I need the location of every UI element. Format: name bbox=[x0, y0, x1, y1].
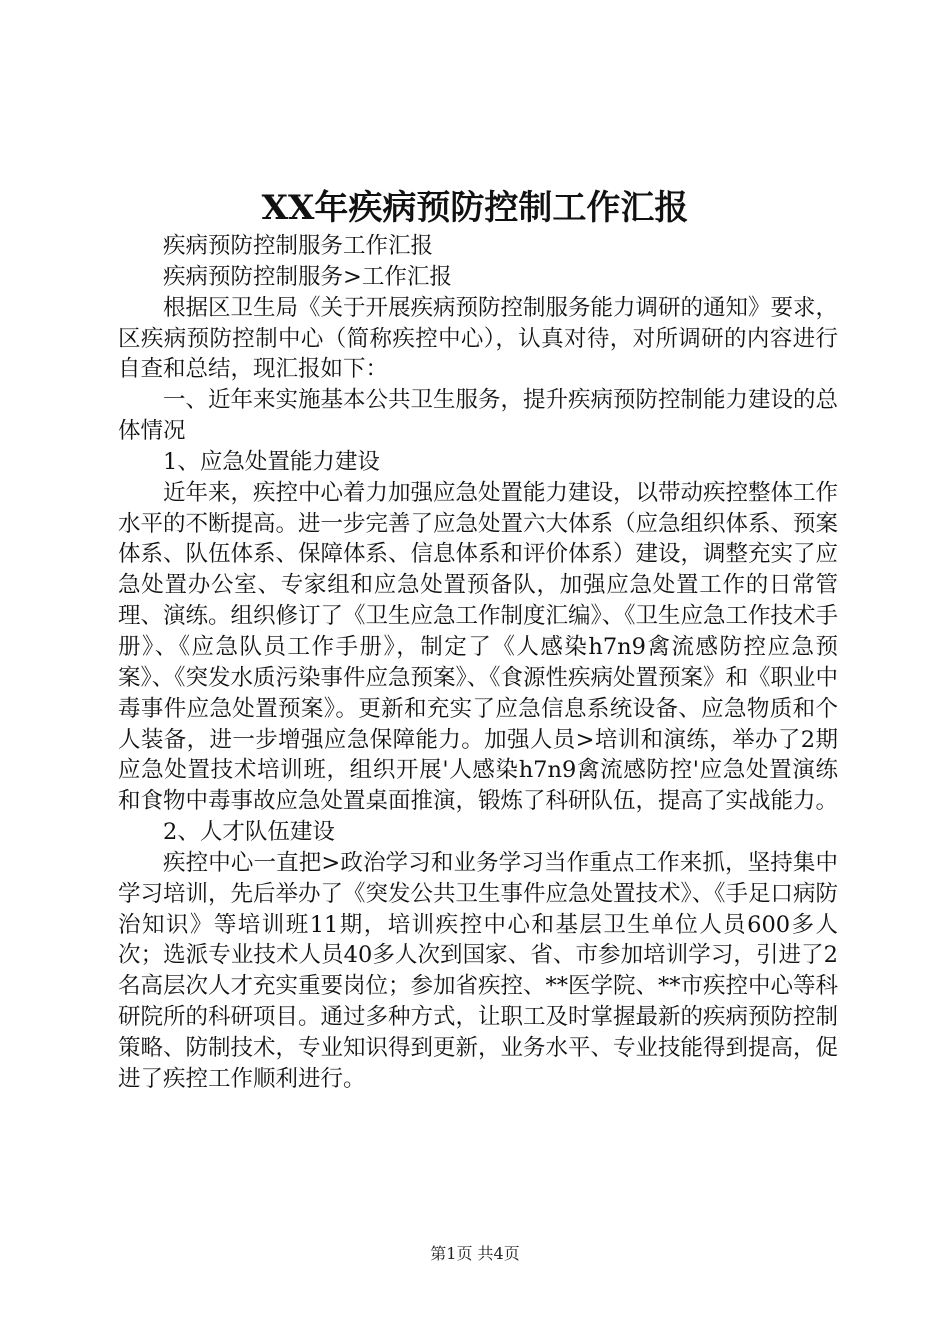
subsection-heading-2: 2、人才队伍建设 bbox=[163, 819, 335, 846]
paragraph-intro: 根据区卫生局《关于开展疾病预防控制服务能力调研的通知》要求，区疾病预防控制中心（简称疾控中心），认真对待，对所调研的内容进行自查和总结，现汇报如下： bbox=[118, 294, 839, 383]
document-title: XX年疾病预防控制工作汇报 bbox=[261, 188, 689, 228]
subsection-heading-1: 1、应急处置能力建设 bbox=[163, 448, 380, 475]
paragraph-talent: 疾控中心一直把>政治学习和业务学习当作重点工作来抓，坚持集中学习培训，先后举办了《突发公共卫生事件应急处置技术》、《手足口病防治知识》等培训班11期，培训疾控中心和基层卫生单位人员600多人次；选派专业技术人员40多人次到国家、省、市参加培训学习，引进了2名高层次人才充实重要岗位；参加省疾控、**医学院、**市疾控中心等科研院所的科研项目。通过多种方式，让职工及时掌握最新的疾病预防控制策略、防制技术，专业知识得到更新，业务水平、专业技能得到提高，促进了疾控工作顺利进行。 bbox=[118, 849, 839, 1092]
paragraph-subtitle-1: 疾病预防控制服务工作汇报 bbox=[163, 233, 434, 259]
paragraph-subtitle-2: 疾病预防控制服务>工作汇报 bbox=[163, 263, 452, 290]
document-body bbox=[118, 231, 838, 1095]
paragraph-emergency: 近年来，疾控中心着力加强应急处置能力建设，以带动疾控整体工作水平的不断提高。进一步完善了应急处置六大体系（应急组织体系、预案体系、队伍体系、保障体系、信息体系和评价体系）建设，调整充实了应急处置办公室、专家组和应急处置预备队，加强应急处置工作的日常管理、演练。组织修订了《卫生应急工作制度汇编》、《卫生应急工作技术手册》、《应急队员工作手册》，制定了《人感染h7n9禽流感防控应急预案》、《突发水质污染事件应急预案》、《食源性疾病处置预案》和《职业中毒事件应急处置预案》。更新和充实了应急信息系统设备、应急物质和个人装备，进一步增强应急保障能力。加强人员>培训和演练，举办了2期应急处置技术培训班，组织开展'人感染h7n9禽流感防控'应急处置演练和食物中毒事故应急处置桌面推演，锻炼了科研队伍，提高了实战能力。 bbox=[118, 479, 839, 815]
section-heading-1: 一、近年来实施基本公共卫生服务，提升疾病预防控制能力建设的总体情况 bbox=[118, 387, 839, 445]
page-footer: 第1页 共4页 bbox=[430, 1244, 520, 1263]
